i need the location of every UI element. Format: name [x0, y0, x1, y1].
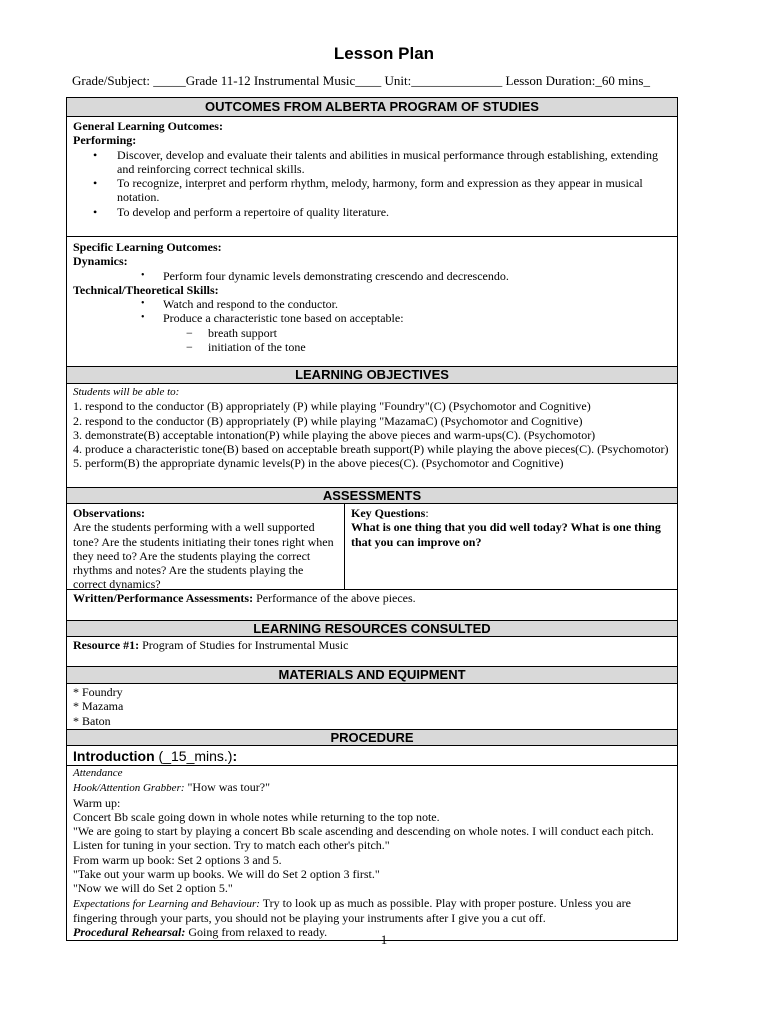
list-item: − initiation of the tone: [208, 340, 671, 354]
grade-subject-line: Grade/Subject: _____Grade 11-12 Instrumental Music____ Unit:______________ Lesson Duration:_60 mins_: [72, 73, 650, 88]
resource-text: Program of Studies for Instrumental Music: [142, 638, 349, 652]
objectives-heading: LEARNING OBJECTIVES: [67, 367, 677, 384]
introduction-label: Introduction: [73, 748, 155, 764]
key-questions-text: What is one thing that you did well today? What is one thing that you can improve on?: [351, 520, 661, 549]
objective-item: 1. respond to the conductor (B) appropriately (P) while playing "Foundry"(C) (Psychomotor and Cognitive): [73, 399, 591, 414]
procedure-line: "Now we will do Set 2 option 5.": [73, 881, 233, 896]
introduction-heading-cell: [67, 746, 677, 766]
introduction-colon: :: [232, 748, 238, 764]
hook-text: "How was tour?": [184, 780, 270, 795]
procedure-line: "Take out your warm up books. We will do Set 2 option 3 first.": [73, 867, 380, 882]
specific-outcomes-cell: [67, 237, 677, 367]
introduction-duration: (_15_mins.): [154, 748, 233, 764]
hook-label: Hook/Attention Grabber:: [73, 782, 185, 795]
list-item: − breath support: [208, 326, 671, 340]
assessments-heading: ASSESSMENTS: [67, 488, 677, 504]
attendance-label: Attendance: [73, 767, 123, 779]
general-outcomes-label: General Learning Outcomes:: [73, 119, 223, 133]
general-outcomes-list: [73, 148, 671, 219]
written-assessment-label: Written/Performance Assessments:: [73, 591, 254, 605]
list-item: • Discover, develop and evaluate their talents and abilities in musical performance through establishing, extending and reinforcing correct technical skills.: [117, 148, 671, 177]
procedure-heading: PROCEDURE: [67, 730, 677, 746]
resources-heading: LEARNING RESOURCES CONSULTED: [67, 621, 677, 637]
specific-outcomes-label: Specific Learning Outcomes:: [73, 240, 222, 254]
observations-cell: [67, 504, 345, 592]
key-questions-cell: [345, 504, 677, 589]
list-item: • To develop and perform a repertoire of quality literature.: [117, 205, 671, 219]
list-item: • Watch and respond to the conductor.: [163, 297, 671, 311]
materials-cell: [67, 684, 677, 730]
list-item: • Perform four dynamic levels demonstrating crescendo and decrescendo.: [163, 269, 671, 283]
objective-item: 5. perform(B) the appropriate dynamic levels(P) in the above pieces(C). (Psychomotor and Cognitive): [73, 456, 564, 471]
written-assessment-cell: [67, 590, 677, 621]
observations-label: Observations:: [73, 506, 145, 520]
list-item: • Produce a characteristic tone based on acceptable:: [163, 311, 671, 325]
objective-item: 3. demonstrate(B) acceptable intonation(P) while playing the above pieces and warm-ups(C). (Psychomotor): [73, 427, 596, 442]
expectations-text: Try to look up as much as possible. Play with proper posture. Unless you are fingering through your parts, you should not be playing your instruments after I give you a cut off.: [73, 895, 631, 925]
general-outcomes-cell: [67, 117, 677, 237]
objective-item: 2. respond to the conductor (B) appropriately (P) while playing "MazamaC) (Psychomotor and Cognitive): [73, 413, 583, 428]
resource-label: Resource #1:: [73, 638, 140, 652]
page-title: Lesson Plan: [333, 44, 435, 63]
rehearsal-label: Procedural Rehearsal:: [73, 925, 186, 940]
dynamics-label: Dynamics:: [73, 254, 128, 269]
expectations-label: Expectations for Learning and Behaviour:: [73, 897, 260, 910]
performing-label: Performing:: [73, 133, 137, 148]
resources-cell: [67, 637, 677, 667]
page-number: 1: [380, 932, 388, 947]
material-item: * Baton: [73, 713, 111, 728]
outcomes-heading: OUTCOMES FROM ALBERTA PROGRAM OF STUDIES: [67, 98, 677, 117]
dynamics-list: [73, 269, 671, 283]
materials-heading: MATERIALS AND EQUIPMENT: [67, 667, 677, 684]
written-assessment-text: Performance of the above pieces.: [256, 591, 416, 605]
observations-text: Are the students performing with a well supported tone? Are the students initiating their tones right when they need to? Are the students playing the correct rhythms and notes? Are the students playing the correct dynamics?: [73, 520, 334, 592]
material-item: * Foundry: [73, 685, 123, 699]
assessments-row: [67, 504, 677, 590]
objectives-intro: Students will be able to:: [73, 386, 180, 398]
procedure-line: "We are going to start by playing a concert Bb scale ascending and descending on whole notes. I will conduct each pitch. Listen for tuning in your section. Try to match each other's pitch.": [73, 824, 654, 853]
lesson-plan-table: [66, 97, 678, 941]
rehearsal-text: Going from relaxed to ready.: [185, 925, 328, 940]
material-item: * Mazama: [73, 699, 124, 714]
tone-sub-list: [73, 326, 671, 355]
technical-skills-list: [73, 297, 671, 326]
procedure-line: From warm up book: Set 2 options 3 and 5.: [73, 852, 282, 867]
introduction-body-cell: [67, 766, 677, 941]
list-item: • To recognize, interpret and perform rhythm, melody, harmony, form and expression as they appear in musical notation.: [117, 176, 671, 205]
key-questions-colon: :: [425, 506, 429, 520]
key-questions-label: Key Questions: [351, 506, 426, 520]
objective-item: 4. produce a characteristic tone(B) based on acceptable breath support(P) while playing the above pieces(C). (Psychomotor): [73, 442, 669, 457]
technical-skills-label: Technical/Theoretical Skills:: [73, 282, 219, 297]
procedure-line: Concert Bb scale going down in whole notes while returning to the top note.: [73, 809, 440, 824]
procedure-line: Warm up:: [73, 795, 121, 810]
objectives-cell: [67, 384, 677, 488]
